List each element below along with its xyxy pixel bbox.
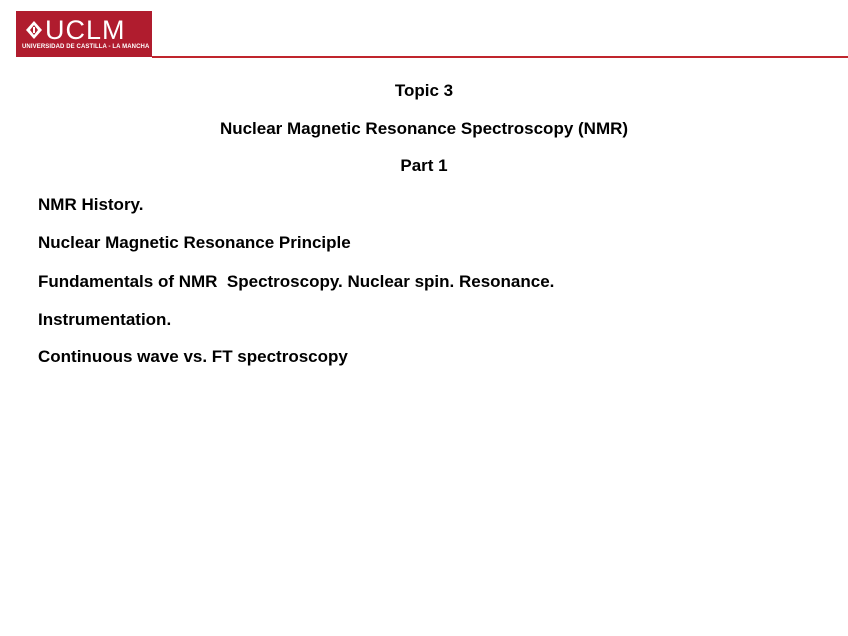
part-heading: Part 1 bbox=[400, 156, 448, 175]
list-item: NMR History. bbox=[38, 195, 144, 214]
list-item: Fundamentals of NMR Spectroscopy. Nuclear spin. Resonance. bbox=[38, 272, 555, 291]
list-item: Nuclear Magnetic Resonance Principle bbox=[38, 233, 351, 252]
list-item: Continuous wave vs. FT spectroscopy bbox=[38, 347, 348, 366]
logo-wordmark: UCLM bbox=[45, 15, 126, 45]
logo-subtitle: UNIVERSIDAD DE CASTILLA - LA MANCHA bbox=[22, 44, 150, 50]
list-item: Instrumentation. bbox=[38, 310, 172, 329]
header-divider bbox=[152, 56, 848, 58]
topic-heading: Topic 3 bbox=[394, 81, 454, 100]
uclm-logo bbox=[16, 11, 152, 57]
university-emblem-icon bbox=[24, 20, 44, 40]
slide-title: Nuclear Magnetic Resonance Spectroscopy (NMR) bbox=[219, 119, 629, 138]
